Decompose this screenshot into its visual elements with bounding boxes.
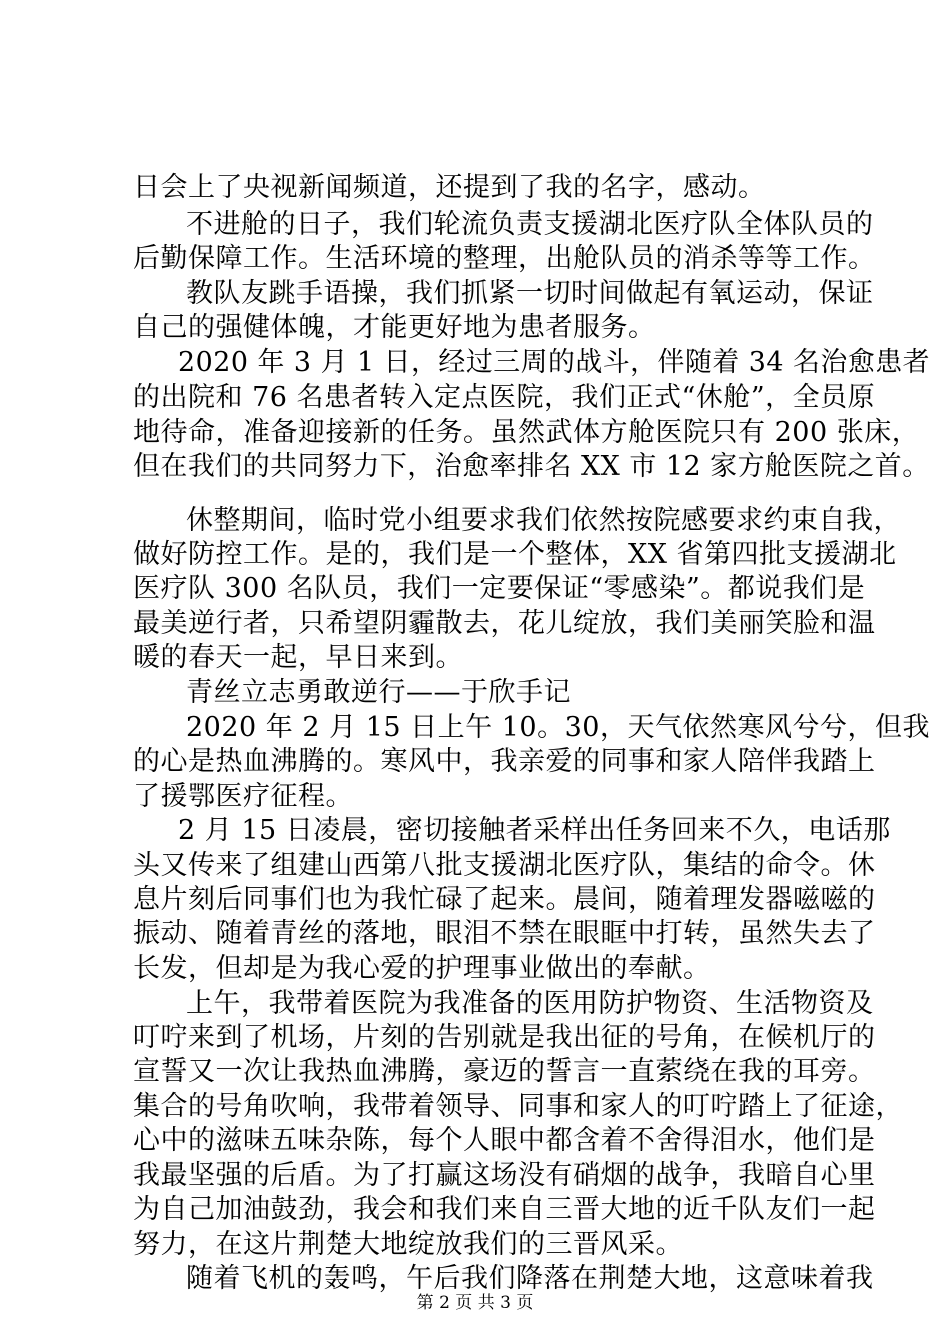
text-line: 做好防控工作。是的，我们是一个整体，XX 省第四批支援湖北 [133,539,897,570]
text-line: 地待命，准备迎接新的任务。虽然武体方舱医院只有 200 张床， [133,417,920,448]
text-line: 宣誓又一次让我热血沸腾，豪迈的誓言一直萦绕在我的耳旁。 [133,1056,876,1087]
page-number-footer: 第 2 页 共 3 页 [416,1293,534,1313]
text-line: 后勤保障工作。生活环境的整理，出舱队员的消杀等等工作。 [133,243,876,274]
text-line: 不进舱的日子，我们轮流负责支援湖北医疗队全体队员的 [186,209,874,240]
text-line: 上午，我带着医院为我准备的医用防护物资、生活物资及 [186,988,874,1019]
text-line: 集合的号角吹响，我带着领导、同事和家人的叮咛踏上了征途， [133,1091,903,1122]
text-line: 自己的强健体魄，才能更好地为患者服务。 [133,312,656,343]
text-line: 了援鄂医疗征程。 [133,781,353,812]
text-line: 长发，但却是为我心爱的护理事业做出的奉献。 [133,953,711,984]
text-line: 为自己加油鼓劲，我会和我们来自三晋大地的近千队友们一起 [133,1194,876,1225]
text-line: 心中的滋味五味杂陈，每个人眼中都含着不舍得泪水，他们是 [133,1125,876,1156]
text-line: 日会上了央视新闻频道，还提到了我的名字，感动。 [133,172,766,203]
text-line: 我最坚强的后盾。为了打赢这场没有硝烟的战争，我暗自心里 [133,1160,876,1191]
text-line: 医疗队 300 名队员，我们一定要保证“零感染”。都说我们是 [133,573,866,604]
text-line: 教队友跳手语操，我们抓紧一切时间做起有氧运动，保证 [186,278,874,309]
text-line: 休整期间，临时党小组要求我们依然按院感要求约束自我， [186,505,901,536]
text-line: 努力，在这片荆楚大地绽放我们的三晋风采。 [133,1229,683,1260]
text-line: 头又传来了组建山西第八批支援湖北医疗队，集结的命令。休 [133,850,876,881]
text-line: 2020 年 3 月 1 日，经过三周的战斗，伴随着 34 名治愈患者 [178,347,930,378]
text-line: 息片刻后同事们也为我忙碌了起来。晨间，随着理发器嗞嗞的 [133,884,876,915]
text-line: 青丝立志勇敢逆行——于欣手记 [186,677,571,708]
text-line: 振动、随着青丝的落地，眼泪不禁在眼眶中打转，虽然失去了 [133,918,876,949]
text-line: 的心是热血沸腾的。寒风中，我亲爱的同事和家人陪伴我踏上 [133,746,876,777]
text-line: 最美逆行者，只希望阴霾散去，花儿绽放，我们美丽笑脸和温 [133,608,876,639]
text-line: 2 月 15 日凌晨，密切接触者采样出任务回来不久，电话那 [178,815,891,846]
text-line: 暖的春天一起，早日来到。 [133,642,463,673]
text-line: 随着飞机的轰鸣，午后我们降落在荆楚大地，这意味着我 [186,1263,874,1294]
text-line: 2020 年 2 月 15 日上午 10。30，天气依然寒风兮兮，但我 [186,712,930,743]
text-line: 的出院和 76 名患者转入定点医院，我们正式“休舱”，全员原 [133,382,876,413]
text-line: 叮咛来到了机场，片刻的告别就是我出征的号角，在候机厅的 [133,1022,876,1053]
text-line: 但在我们的共同努力下，治愈率排名 XX 市 12 家方舱医院之首。 [133,451,930,482]
